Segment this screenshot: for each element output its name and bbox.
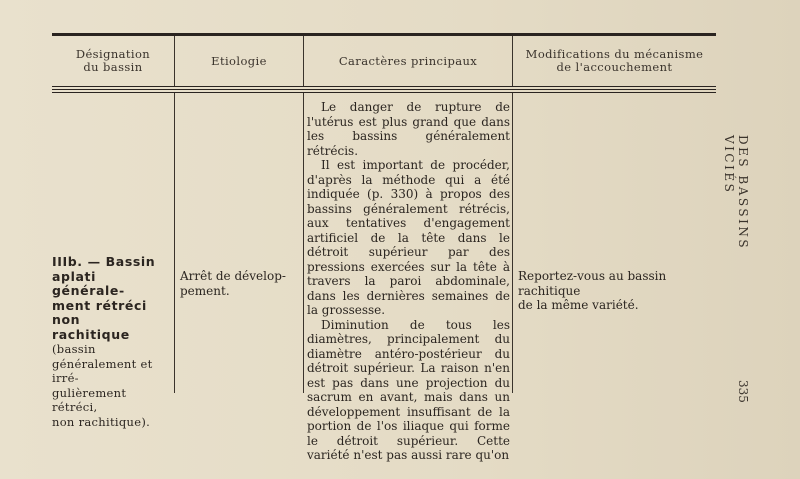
designation-line-5: généralement et irré- [52, 356, 153, 385]
modification-line-1: Reportez-vous au bassin rachitique [518, 269, 667, 298]
header-characters [304, 38, 512, 84]
characters-paragraph-2: Il est important de procéder, d'après la méthode qui a été indiquée (p. 330) à propos des bassins généralement rétrécis, aux tentatives d'engagement artificiel de la tête dans le détroit supérieur par des pressions exercées sur la tête à travers la paroi abdominale, dans les dernières semaines de la grossesse. [307, 158, 510, 317]
column-separator-1-body [174, 93, 175, 393]
modification-line-2: de la même variété. [518, 298, 639, 312]
characters-cell [307, 100, 510, 463]
header-designation-line1: Désignation [75, 47, 151, 61]
header-modifications [513, 38, 716, 84]
header-etiology [175, 38, 303, 84]
modifications-cell [518, 269, 718, 313]
header-rule-2 [52, 89, 716, 90]
etiology-cell [180, 269, 300, 298]
top-rule [52, 33, 716, 36]
running-head: DES BASSINS VICIÉS [722, 135, 750, 251]
designation-line-2: aplati générale- [52, 268, 125, 298]
header-rule-1 [52, 86, 716, 87]
characters-paragraph-1: Le danger de rupture de l'utérus est plus grand que dans les bassins généralement rétrécis. [307, 100, 510, 158]
header-rule-3 [52, 92, 716, 93]
header-designation-line2: du bassin [83, 60, 143, 74]
designation-cell [52, 255, 172, 429]
designation-line-1: IIIb. — Bassin [52, 254, 156, 269]
etiology-line-1: Arrêt de dévelop- [180, 269, 286, 283]
designation-line-7: non rachitique). [52, 414, 151, 429]
designation-line-6: gulièrement rétréci, [52, 385, 127, 414]
header-etiology-label: Etiologie [211, 53, 267, 68]
designation-line-4-bold: rachitique [52, 326, 130, 342]
column-separator-2-body [303, 93, 304, 393]
characters-paragraph-3: Diminution de tous les diamètres, principalement du diamètre antéro-postérieur du détroit supérieur. La raison n'en est pas dans une projection du sacrum en avant, mais dans un développement insuffisant de la portion de l'os iliaque qui forme le détroit supérieur. Cette variété n'est pas aussi rare qu'on [307, 317, 510, 462]
column-separator-3-body [512, 93, 513, 393]
designation-line-3: ment rétréci non [52, 297, 147, 327]
header-characters-label: Caractères principaux [338, 53, 478, 68]
etiology-line-2: pement. [180, 283, 230, 298]
header-modifications-line1: Modifications du mécanisme [525, 47, 704, 61]
designation-line-4-rest: (bassin [52, 342, 96, 356]
header-modifications-line2: de l'accouchement [556, 60, 673, 74]
page-number: 335 [736, 380, 750, 403]
header-designation [52, 38, 174, 84]
